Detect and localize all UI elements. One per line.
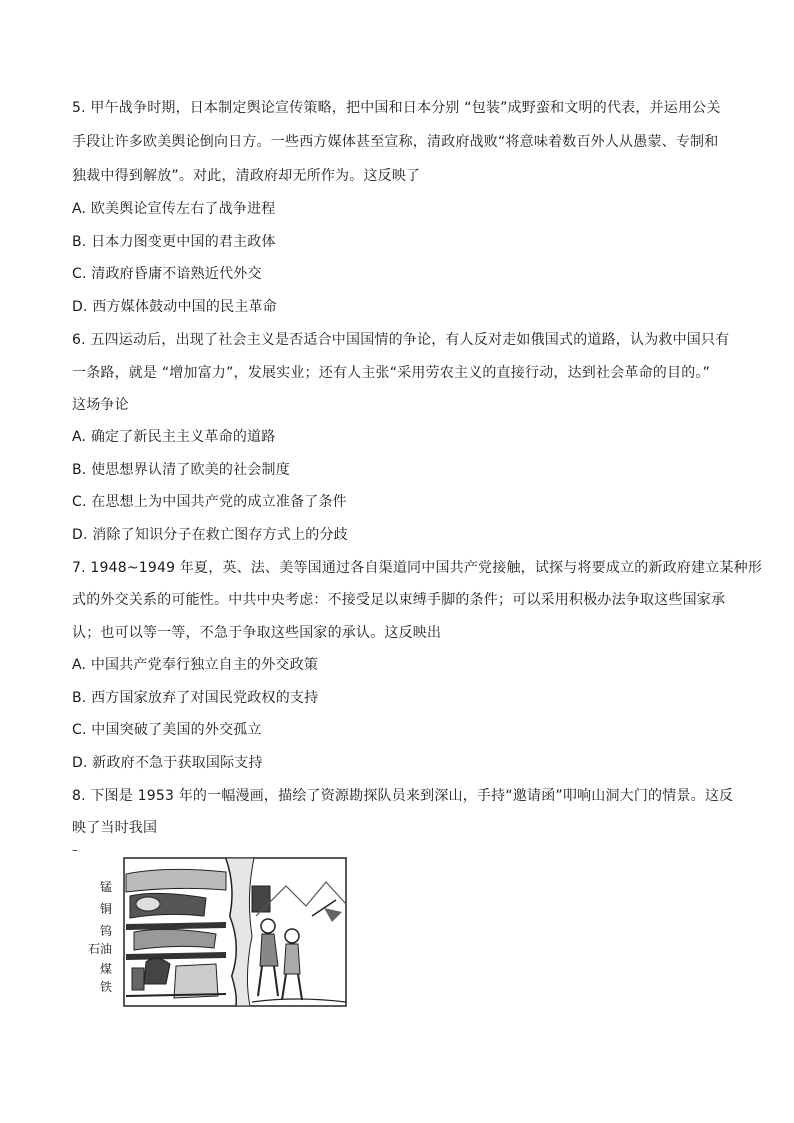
q7-stem-line-2: 式的外交关系的可能性。中共中央考虑：不接受足以束缚手脚的条件；可以采用积极办法争取这些国家承 (72, 592, 726, 608)
label-shiyou: 石油 (88, 942, 113, 956)
label-wu: 钨 (100, 924, 113, 938)
q5-option-c: C. 清政府昏庸不谙熟近代外交 (72, 266, 262, 282)
q6-option-a: A. 确定了新民主主义革命的道路 (72, 429, 276, 445)
q8-cartoon-figure (86, 856, 350, 1008)
q5-stem-line-3: 独裁中得到解放”。对此，清政府却无所作为。这反映了 (72, 168, 421, 184)
q7-stem-line-1: 7. 1948~1949 年夏，英、法、美等国通过各自渠道同中国共产党接触，试探与将要成立的新政府建立某种形 (72, 560, 763, 576)
q5-option-a: A. 欧美舆论宣传左右了战争进程 (72, 201, 276, 217)
label-mei: 煤 (100, 962, 113, 976)
cartoon-illustration (86, 856, 350, 1008)
q7-option-d: D. 新政府不急于获取国际支持 (72, 755, 263, 771)
q5-option-d: D. 西方媒体鼓动中国的民主革命 (72, 299, 277, 315)
label-tie: 铁 (100, 980, 113, 994)
label-meng: 锰 (100, 880, 113, 894)
q6-stem-line-1: 6. 五四运动后，出现了社会主义是否适合中国国情的争论，有人反对走如俄国式的道路，认为救中国只有 (72, 332, 730, 348)
q6-option-c: C. 在思想上为中国共产党的成立准备了条件 (72, 494, 347, 510)
q7-option-b: B. 西方国家放弃了对国民党政权的支持 (72, 690, 319, 706)
q5-option-b: B. 日本力图变更中国的君主政体 (72, 234, 276, 250)
q8-stem-line-1: 8. 下图是 1953 年的一幅漫画，描绘了资源勘探队员来到深山，手持“邀请函”叩响山洞大门的情景。这反 (72, 788, 734, 804)
q6-option-d: D. 消除了知识分子在救亡图存方式上的分歧 (72, 527, 348, 543)
q5-stem-line-1: 5. 甲午战争时期，日本制定舆论宣传策略，把中国和日本分别 “包装”成野蛮和文明的代表，并运用公关 (72, 100, 721, 116)
q8-stem-line-2: 映了当时我国 (72, 820, 158, 836)
q6-option-b: B. 使思想界认清了欧美的社会制度 (72, 462, 290, 478)
q6-stem-line-3: 这场争论 (72, 397, 129, 413)
q8-dash-mark: – (72, 843, 78, 857)
q5-stem-line-2: 手段让许多欧美舆论倒向日方。一些西方媒体甚至宣称，清政府战败“将意味着数百外人从愚蒙、专制和 (72, 134, 719, 150)
q6-stem-line-2: 一条路，就是 “增加富力”，发展实业；还有人主张“采用劳农主义的直接行动，达到社会革命的目的。” (72, 365, 711, 381)
q7-option-a: A. 中国共产党奉行独立自主的外交政策 (72, 657, 319, 673)
label-tong: 铜 (100, 902, 113, 916)
q7-option-c: C. 中国突破了美国的外交孤立 (72, 722, 262, 738)
q7-stem-line-3: 认；也可以等一等，不急于争取这些国家的承认。这反映出 (72, 625, 442, 641)
